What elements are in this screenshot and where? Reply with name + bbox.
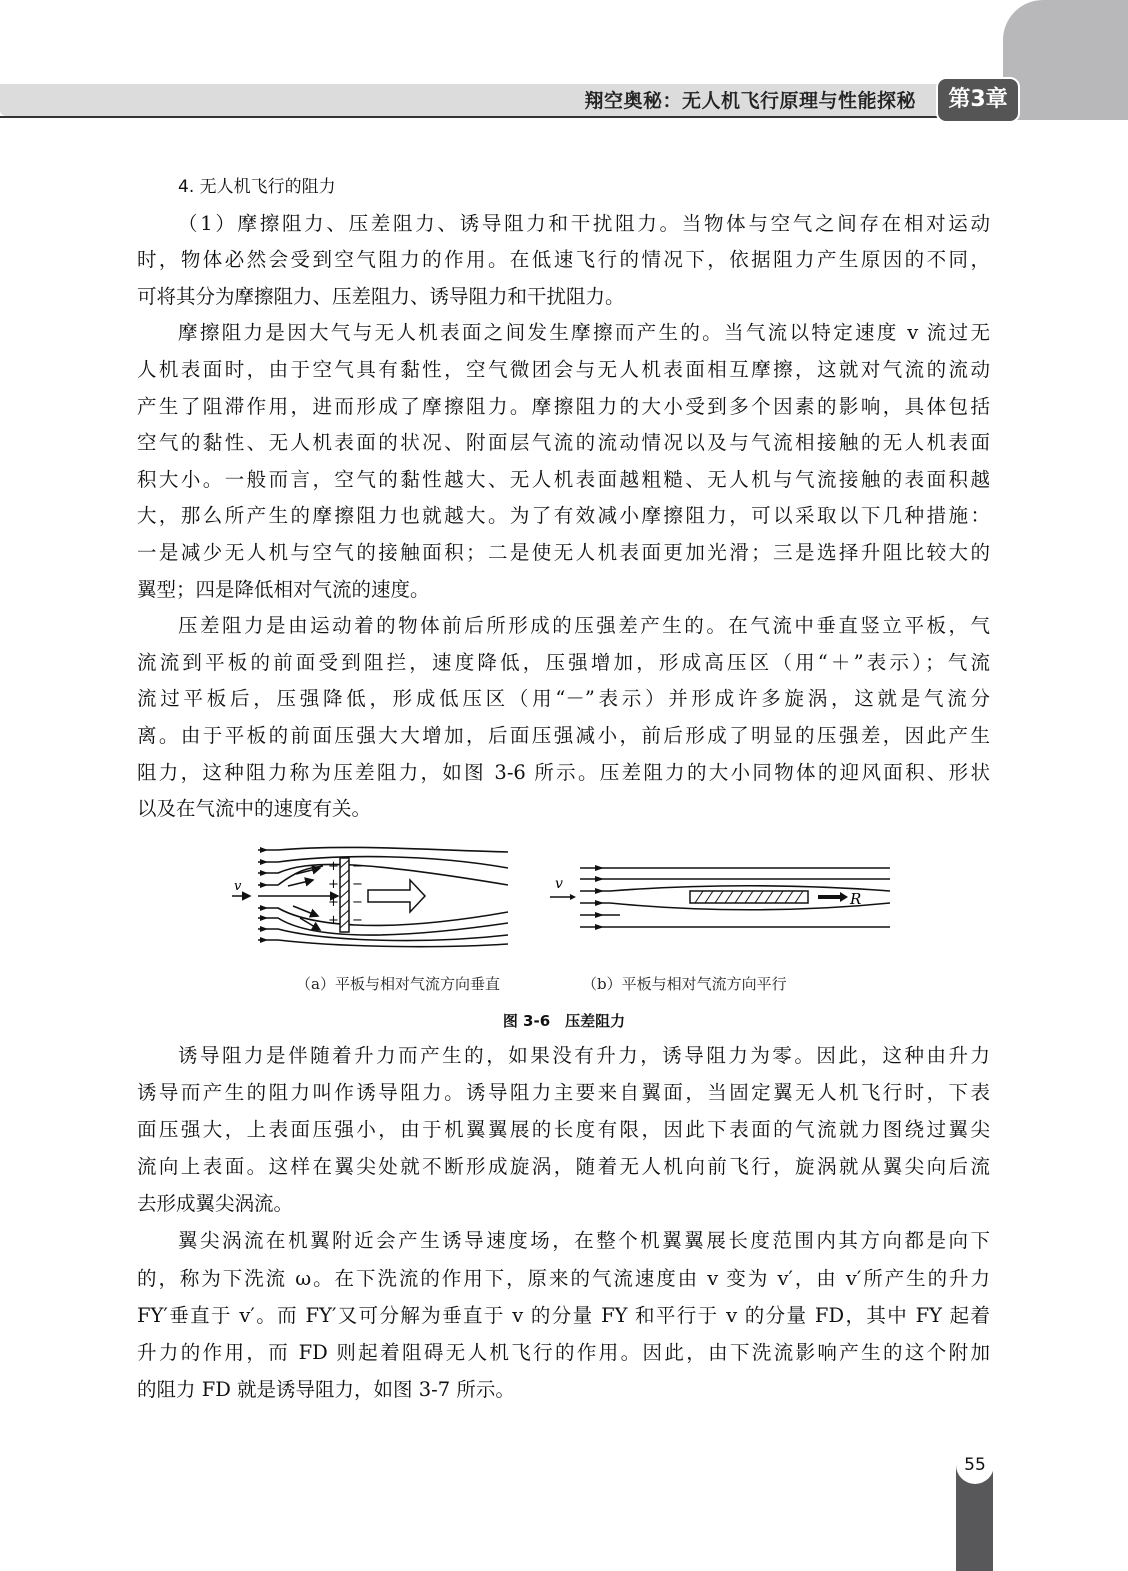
- paragraph-line: 翼尖涡流在机翼附近会产生诱导速度场，在整个机翼翼展长度范围内其方向都是向下: [178, 1229, 990, 1253]
- velocity-label: v: [555, 876, 563, 892]
- plus-sign: +: [328, 895, 339, 910]
- paragraph-line: 升力的作用，而 FD 则起着阻碍无人机飞行的作用。因此，由下洗流影响产生的这个附加: [137, 1340, 990, 1364]
- paragraph-line: 的，称为下洗流 ω。在下洗流的作用下，原来的气流速度由 v 变为 v′，由 v′所产生的升力: [137, 1266, 990, 1290]
- paragraph-line: 产生了阻滞作用，进而形成了摩擦阻力。摩擦阻力的大小受到多个因素的影响，具体包括: [137, 394, 990, 418]
- paragraph-line: 流过平板后，压强降低，形成低压区（用“－”表示）并形成许多旋涡，这就是气流分: [137, 687, 990, 711]
- caption-b: （b）平板与相对气流方向平行: [582, 975, 787, 993]
- paragraph-line: 阻力，这种阻力称为压差阻力，如图 3-6 所示。压差阻力的大小同物体的迎风面积、形状: [137, 760, 990, 784]
- paragraph-line: 积大小。一般而言，空气的黏性越大、无人机表面越粗糙、无人机与气流接触的表面积越: [137, 467, 990, 491]
- paragraph-line: 诱导而产生的阻力叫作诱导阻力。诱导阻力主要来自翼面，当固定翼无人机飞行时，下表: [137, 1081, 990, 1105]
- paragraph-line: （1）摩擦阻力、压差阻力、诱导阻力和干扰阻力。当物体与空气之间存在相对运动: [178, 211, 990, 235]
- paragraph-line: 流向上表面。这样在翼尖处就不断形成旋涡，随着无人机向前飞行，旋涡就从翼尖向后流: [137, 1155, 990, 1179]
- drag-label: R: [850, 890, 862, 908]
- plus-sign: +: [328, 859, 339, 874]
- minus-sign: −: [352, 913, 363, 928]
- minus-sign: −: [352, 877, 363, 892]
- paragraph-line: 离。由于平板的前面压强大大增加，后面压强减小，前后形成了明显的压强差，因此产生: [137, 723, 990, 747]
- paragraph-line: 空气的黏性、无人机表面的状况、附面层气流的流动情况以及与气流相接触的无人机表面: [137, 431, 990, 455]
- paragraph-line: 的阻力 FD 就是诱导阻力，如图 3-7 所示。: [137, 1377, 515, 1401]
- paragraph-line: 翼型；四是降低相对气流的速度。: [137, 577, 430, 601]
- paragraph-line: 诱导阻力是伴随着升力而产生的，如果没有升力，诱导阻力为零。因此，这种由升力: [178, 1044, 990, 1067]
- page-number: 55: [956, 1446, 994, 1484]
- minus-sign: −: [352, 859, 363, 874]
- figure-title: 图 3-6 压差阻力: [502, 1012, 626, 1030]
- paragraph-line: 以及在气流中的速度有关。: [137, 797, 372, 821]
- paragraph-line: 一是减少无人机与空气的接触面积；二是使无人机表面更加光滑；三是选择升阻比较大的: [137, 540, 990, 564]
- paragraph-line: 去形成翼尖涡流。: [137, 1192, 294, 1216]
- paragraph-line: FY′垂直于 v′。而 FY′又可分解为垂直于 v 的分量 FY 和平行于 v 的分量 FD，其中 FY 起着: [137, 1303, 990, 1327]
- paragraph-line: 大，那么所产生的摩擦阻力也就越大。为了有效减小摩擦阻力，可以采取以下几种措施：: [137, 504, 990, 528]
- paragraph-line: 人机表面时，由于空气具有黏性，空气微团会与无人机表面相互摩擦，这就对气流的流动: [137, 357, 990, 381]
- chapter-badge: 第3章: [936, 77, 1020, 123]
- header-rule: [0, 116, 940, 118]
- section-heading: 4. 无人机飞行的阻力: [178, 177, 336, 197]
- plus-sign: +: [328, 877, 339, 892]
- paragraph-line: 时，物体必然会受到空气阻力的作用。在低速飞行的情况下，依据阻力产生原因的不同，: [137, 248, 990, 272]
- caption-a: （a）平板与相对气流方向垂直: [296, 975, 500, 993]
- paragraph-line: 流流到平板的前面受到阻拦，速度降低，压强增加，形成高压区（用“＋”表示）；气流: [137, 650, 990, 674]
- paragraph-line: 摩擦阻力是因大气与无人机表面之间发生摩擦而产生的。当气流以特定速度 v 流过无: [178, 321, 990, 345]
- plus-sign: +: [328, 913, 339, 928]
- figure-3-6b-parallel-plate: [550, 860, 895, 940]
- velocity-label: v: [234, 879, 242, 894]
- figure-3-6a-perpendicular-plate: [228, 840, 508, 950]
- running-title: 翔空奥秘：无人机飞行原理与性能探秘: [584, 90, 916, 112]
- paragraph-line: 可将其分为摩擦阻力、压差阻力、诱导阻力和干扰阻力。: [137, 284, 625, 308]
- paragraph-line: 压差阻力是由运动着的物体前后所形成的压强差产生的。在气流中垂直竖立平板，气: [178, 614, 990, 638]
- header-corner-tab: [1003, 0, 1128, 120]
- body-text-bottom: [137, 1037, 990, 1408]
- paragraph-line: 面压强大，上表面压强小，由于机翼翼展的长度有限，因此下表面的气流就力图绕过翼尖: [137, 1118, 990, 1142]
- minus-sign: −: [352, 895, 363, 910]
- body-text-top: [137, 169, 990, 828]
